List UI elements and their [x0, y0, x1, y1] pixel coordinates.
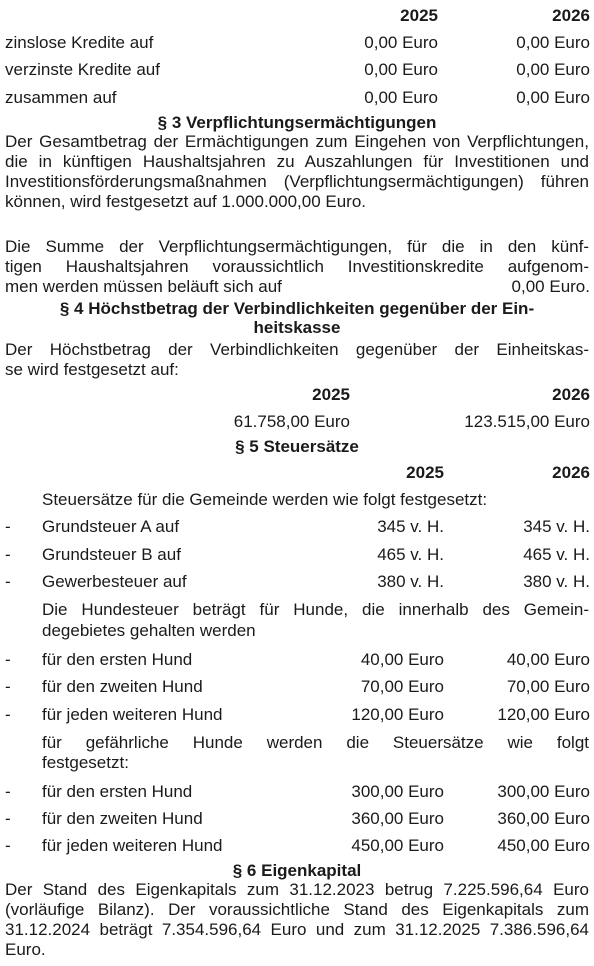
dog-tax-label: für den ersten Hund	[42, 650, 193, 669]
credit-value-2026: 0,00 Euro	[516, 88, 590, 107]
list-dash: -	[5, 517, 11, 536]
year-header-2026: 2026	[552, 463, 590, 482]
year-header-2025: 2025	[312, 385, 350, 404]
section-3-text-line: men werden müssen beläuft sich auf	[5, 277, 282, 296]
list-dash: -	[5, 836, 11, 855]
credit-label: zusammen auf	[5, 88, 117, 107]
dog-tax-label: für jeden weiteren Hund	[42, 705, 223, 724]
tax-value-2026: 380 v. H.	[523, 572, 590, 591]
section-3-paragraph: Der Gesamtbetrag der Ermächtigungen zum Eingehen von Verpflichtungen, die in künftigen Haushaltsjahren zu Auszahlungen für Investitionen und Investitionsförderungsmaßnahmen (Verpflichtungsermächtigungen) führen können, wird festgesetzt auf 1.000.000,00 Euro.	[5, 132, 589, 211]
dog-tax-label: für den zweiten Hund	[42, 677, 203, 696]
dangerous-dog-value-2026: 360,00 Euro	[497, 809, 590, 828]
dangerous-dog-value-2025: 360,00 Euro	[351, 809, 444, 828]
dog-tax-value-2025: 40,00 Euro	[360, 650, 444, 669]
list-dash: -	[5, 677, 11, 696]
dangerous-dog-label: für jeden weiteren Hund	[42, 836, 223, 855]
tax-intro: Steuersätze für die Gemeinde werden wie folgt festgesetzt:	[42, 490, 488, 509]
year-header-2025: 2025	[406, 463, 444, 482]
dangerous-dog-value-2025: 450,00 Euro	[351, 836, 444, 855]
dangerous-dog-label: für den ersten Hund	[42, 782, 193, 801]
section-6-heading: § 6 Eigenkapital	[232, 861, 362, 880]
dangerous-dog-intro: festgesetzt:	[42, 753, 129, 772]
tax-label: Grundsteuer B auf	[42, 545, 181, 564]
liability-value-2026: 123.515,00 Euro	[464, 412, 590, 431]
section-3-amount: 0,00 Euro.	[511, 277, 590, 296]
dangerous-dog-value-2026: 450,00 Euro	[497, 836, 590, 855]
tax-label: Grundsteuer A auf	[42, 517, 180, 536]
credit-value-2025: 0,00 Euro	[364, 33, 438, 52]
credit-value-2026: 0,00 Euro	[516, 33, 590, 52]
dangerous-dog-value-2025: 300,00 Euro	[351, 782, 444, 801]
tax-label: Gewerbesteuer auf	[42, 572, 187, 591]
dog-tax-intro: Die Hundesteuer beträgt für Hunde, die innerhalb des Gemein-	[42, 600, 589, 619]
section-4-heading: § 4 Höchstbetrag der Verbindlichkeiten gegenüber der Ein-	[59, 299, 535, 318]
tax-value-2025: 465 v. H.	[377, 545, 444, 564]
list-dash: -	[5, 782, 11, 801]
dangerous-dog-intro: für gefährliche Hunde werden die Steuersätze wie folgt	[42, 733, 589, 752]
dog-tax-value-2026: 40,00 Euro	[506, 650, 590, 669]
section-4-text-line: Der Höchstbetrag der Verbindlichkeiten gegenüber der Einheitskas-	[5, 340, 589, 359]
tax-value-2025: 380 v. H.	[377, 572, 444, 591]
year-header-2026: 2026	[552, 6, 590, 25]
dog-tax-value-2025: 70,00 Euro	[360, 677, 444, 696]
tax-value-2025: 345 v. H.	[377, 517, 444, 536]
list-dash: -	[5, 572, 11, 591]
dangerous-dog-value-2026: 300,00 Euro	[497, 782, 590, 801]
section-3-text-line: Die Summe der Verpflichtungsermächtigungen, für die in den künf-	[5, 237, 589, 256]
list-dash: -	[5, 650, 11, 669]
section-5-heading: § 5 Steuersätze	[235, 437, 359, 456]
tax-value-2026: 345 v. H.	[523, 517, 590, 536]
year-header-2026: 2026	[552, 385, 590, 404]
year-header-2025: 2025	[400, 6, 438, 25]
dangerous-dog-label: für den zweiten Hund	[42, 809, 203, 828]
credit-label: verzinste Kredite auf	[5, 60, 160, 79]
list-dash: -	[5, 705, 11, 724]
credit-value-2025: 0,00 Euro	[364, 60, 438, 79]
dog-tax-intro: degebietes gehalten werden	[42, 621, 256, 640]
liability-value-2025: 61.758,00 Euro	[233, 412, 350, 431]
dog-tax-value-2026: 70,00 Euro	[506, 677, 590, 696]
list-dash: -	[5, 809, 11, 828]
section-4-heading: heitskasse	[253, 318, 341, 337]
dog-tax-value-2026: 120,00 Euro	[497, 705, 590, 724]
section-3-heading: § 3 Verpflichtungsermächtigungen	[157, 113, 437, 132]
tax-value-2026: 465 v. H.	[523, 545, 590, 564]
section-4-text-line: se wird festgesetzt auf:	[5, 360, 179, 379]
section-3-text-line: tigen Haushaltsjahren voraussichtlich Investitionskredite aufgenom-	[5, 257, 589, 276]
credit-label: zinslose Kredite auf	[5, 33, 154, 52]
section-6-paragraph: Der Stand des Eigenkapitals zum 31.12.2023 betrug 7.225.596,64 Euro (vorläufige Bilanz). Der voraussichtliche Stand des Eigenkapitals zum 31.12.2024 beträgt 7.354.596,64 Euro und zum 31.12.2025 7.386.596,64 Euro.	[5, 880, 589, 959]
credit-value-2026: 0,00 Euro	[516, 60, 590, 79]
credit-value-2025: 0,00 Euro	[364, 88, 438, 107]
list-dash: -	[5, 545, 11, 564]
dog-tax-value-2025: 120,00 Euro	[351, 705, 444, 724]
